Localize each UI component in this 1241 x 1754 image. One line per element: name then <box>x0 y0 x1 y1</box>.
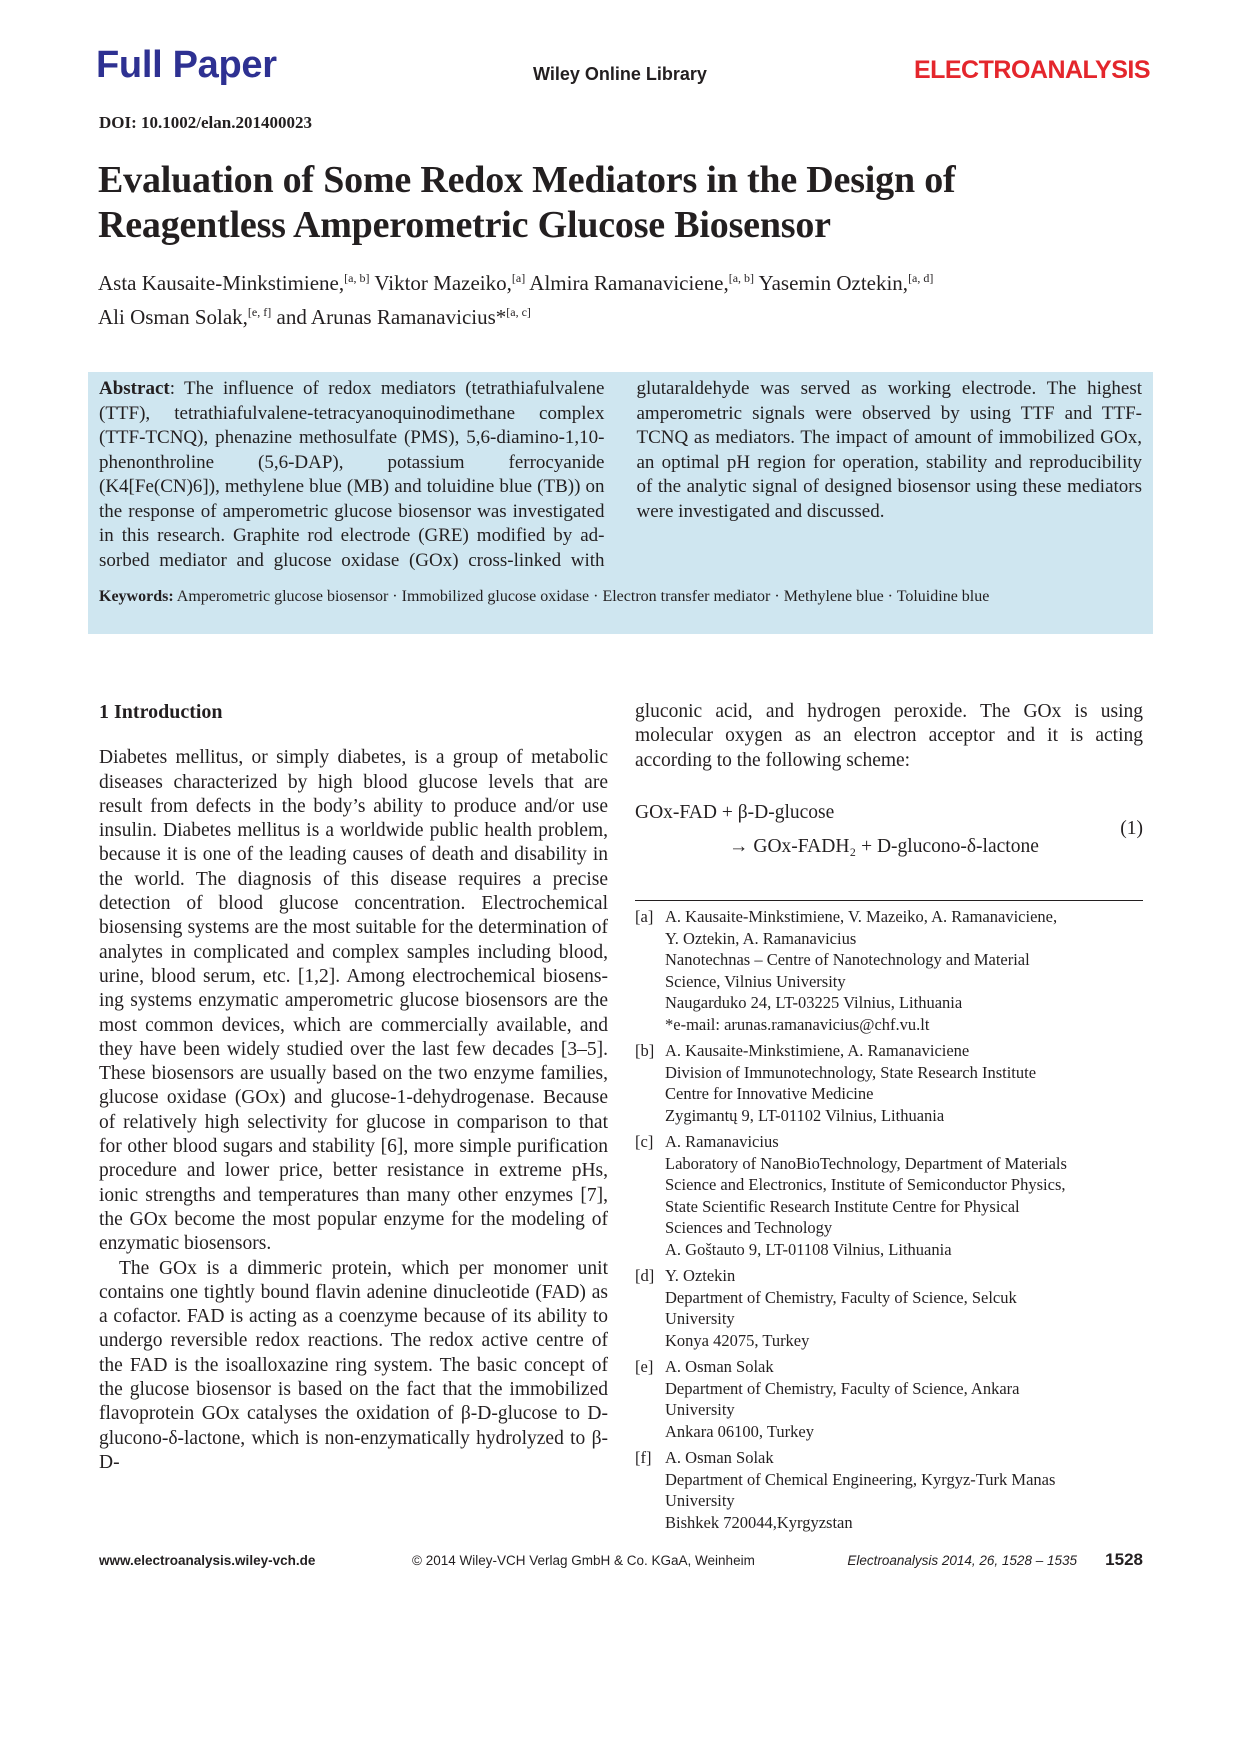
footnote-line: Sciences and Technology <box>665 1218 833 1237</box>
footnote-line: Division of Immunotechnology, State Research Institute <box>665 1062 1037 1082</box>
footnote-line: Nanotechnas – Centre of Nanotechnology and Material <box>665 950 1030 969</box>
footnote-item <box>635 1447 1143 1533</box>
footnote-line: Konya 42075, Turkey <box>665 1330 810 1350</box>
equation <box>635 796 1143 864</box>
footnote-line: A. Goštauto 9, LT-01108 Vilnius, Lithuania <box>665 1239 952 1259</box>
section-label: Full Paper <box>96 44 277 86</box>
footnote-line: A. Osman Solak <box>665 1357 774 1376</box>
footer-copyright: © 2014 Wiley-VCH Verlag GmbH & Co. KGaA, Weinheim <box>412 1553 755 1568</box>
author-name: Viktor Mazeiko, <box>374 271 512 295</box>
author-affiliation: [a, b] <box>728 271 755 285</box>
footnote-line: Department of Chemistry, Faculty of Science, Ankara <box>665 1378 1020 1398</box>
paragraph: gluconic acid, and hydrogen peroxide. The GOx is using molecular oxygen as an electron acceptor and it is acting according to the following scheme: <box>635 701 1143 771</box>
author-name: Almira Ramanaviciene, <box>529 271 729 295</box>
footnote-line: State Scientific Research Institute Centre for Physical <box>665 1196 1020 1216</box>
abstract-body: : The influence of redox mediators (tetrathiafulvalene (TTF), tetrathiafulvalene-tetracyanoquinodimethane complex (TTF-TCNQ), phenazine methosulfate (PMS), 5,6-diamino-1,10-phenonthroline (5,6-DAP), potassium ferrocyanide (K4[Fe(CN)6]), methylene blue (MB) and toluidine blue (TB)) on the response of amperometric glucose biosensor was investigated in this research. Graphite rod electrode (GRE) modified by adsorbed mediator and glucose oxidase (GOx) cross-linked with glutaraldehyde was served as working electrode. The highest amperometric signals were observed by using TTF and TTF-TCNQ as mediators. The impact of amount of immobilized GOx, an optimal pH region for operation, stability and reproducibility of the analytic signal of designed biosensor using these mediators were investigated and discussed. <box>99 378 1142 571</box>
keywords-text: Amperometric glucose biosensor · Immobilized glucose oxidase · Electron transfer mediator · Methylene blue · Toluidine blue <box>176 588 990 605</box>
footnote-line: Ankara 06100, Turkey <box>665 1421 814 1441</box>
footnote-line: Science, Vilnius University <box>665 971 846 991</box>
author-name: Yasemin Oztekin, <box>758 271 909 295</box>
footnote-line: A. Kausaite-Minkstimiene, V. Mazeiko, A. Ramanaviciene, <box>665 907 1058 926</box>
footnote-tag: [b] <box>635 1041 655 1060</box>
footnote-line: Bishkek 720044,Kyrgyzstan <box>665 1512 853 1532</box>
footnote-body <box>665 1447 1055 1533</box>
paragraph: Diabetes mellitus, or simply diabetes, is a group of metabolic diseases characterized by high blood glucose levels that are result from defects in the body’s ability to produce and/or use insulin. Diabetes mellitus is a worldwide public health problem, because it is one of the leading causes of death and disability in the world. The diagnosis of this disease requires a precise detection of blood glucose concentration. Electrochemical biosensing systems are the most suitable for the determination of analytes in complicated and complex samples including blood, urine, blood serum, etc. [1,2]. Among electrochemical biosensing systems enzymatic amperometric glucose biosensors are the most common devices, which are commercially available, and they have been widely studied over the last few decades [3–5]. These biosensors are usually based on the two enzyme families, glucose oxidase (GOx) and glucose-1-dehydrogenase. Because of relatively high selectivity for glucose in comparison to that for other blood sugars and stability [6], more simple purification procedure and lower price, better resistance in extreme pHs, ionic strengths and temperatures than many other enzymes [7], the GOx become the most popular enzyme for the modeling of enzymatic biosensors. <box>99 747 608 1255</box>
footnote-line: Zygimantų 9, LT-01102 Vilnius, Lithuania <box>665 1105 945 1125</box>
keywords <box>99 586 1142 607</box>
library-name[interactable]: Wiley Online Library <box>533 64 707 84</box>
journal-name: ELECTROANALYSIS <box>913 56 1150 84</box>
affiliation-footnotes <box>635 906 1143 1538</box>
footnote-item <box>635 1356 1143 1442</box>
footnote-line: University <box>665 1491 735 1510</box>
footnote-line: Science and Electronics, Institute of Semiconductor Physics, <box>665 1175 1066 1194</box>
footnote-item <box>635 1040 1143 1126</box>
author-name: and Arunas Ramanavicius* <box>276 305 507 329</box>
footnote-tag: [c] <box>635 1132 654 1151</box>
title-line: Reagentless Amperometric Glucose Biosensor <box>98 204 831 246</box>
footnote-body <box>665 1131 1067 1260</box>
footnote-line: Laboratory of NanoBioTechnology, Department of Materials <box>665 1153 1067 1173</box>
footer-url[interactable]: www.electroanalysis.wiley-vch.de <box>99 1553 316 1568</box>
page-number: 1528 <box>1105 1550 1143 1569</box>
page-footer <box>99 1551 1143 1575</box>
footnote-line: A. Osman Solak <box>665 1448 774 1467</box>
footnote-tag: [d] <box>635 1266 655 1285</box>
equation-line: GOx-FAD + β-D-glucose <box>635 802 835 823</box>
author-affiliation: [a, c] <box>506 305 531 319</box>
footnote-line: Department of Chemical Engineering, Kyrgyz-Turk Manas <box>665 1469 1056 1489</box>
footnote-line: Department of Chemistry, Faculty of Science, Selcuk <box>665 1287 1017 1307</box>
author-name: Asta Kausaite-Minkstimiene, <box>98 271 345 295</box>
abstract <box>99 377 1142 575</box>
author-affiliation: [a, b] <box>344 271 370 285</box>
footer-citation: Electroanalysis 2014, 26, 1528 – 1535 <box>847 1553 1077 1568</box>
equation-line: → GOx-FADH₂ + D-glucono-δ-lactone <box>729 836 1039 857</box>
doi: DOI: 10.1002/elan.201400023 <box>99 113 312 132</box>
author-affiliation: [a] <box>511 271 526 285</box>
title-line: Evaluation of Some Redox Mediators in the Design of <box>98 159 956 201</box>
footnote-line: Naugarduko 24, LT-03225 Vilnius, Lithuania <box>665 993 963 1012</box>
footnote-line: A. Kausaite-Minkstimiene, A. Ramanaviciene <box>665 1041 970 1060</box>
author-affiliation: [e, f] <box>247 305 272 319</box>
footnote-line: Y. Oztekin <box>665 1266 736 1285</box>
footnote-line: University <box>665 1309 735 1328</box>
footnote-item <box>635 1265 1143 1351</box>
footnote-body <box>665 1356 1020 1442</box>
author-affiliation: [a, d] <box>908 271 934 285</box>
footnote-item <box>635 1131 1143 1260</box>
footnote-item <box>635 906 1143 1035</box>
paper-title <box>98 158 1148 248</box>
author-list <box>98 264 1148 332</box>
footnote-body <box>665 906 1057 1035</box>
body-left-column <box>99 700 608 1475</box>
abstract-label: Abstract <box>99 378 170 399</box>
footnote-line: A. Ramanavicius <box>665 1132 779 1151</box>
footnote-divider <box>635 900 1143 901</box>
footnote-line: University <box>665 1400 735 1419</box>
footnote-body <box>665 1040 1036 1126</box>
equation-number: (1) <box>1120 818 1143 839</box>
author-name: Ali Osman Solak, <box>98 305 248 329</box>
footnote-line: *e-mail: arunas.ramanavicius@chf.vu.lt <box>665 1014 930 1034</box>
footnote-tag: [f] <box>635 1448 652 1467</box>
footnote-line: Y. Oztekin, A. Ramanavicius <box>665 928 857 948</box>
paragraph: The GOx is a dimmeric protein, which per monomer unit contains one tightly bound flavin adenine dinucleotide (FAD) as a cofactor. FAD is acting as a coenzyme because of its ability to undergo reversible redox reactions. The redox active centre of the FAD is the isoalloxazine ring system. The basic concept of the glucose biosensor is based on the fact that the immobilized flavoprotein GOx catalyses the oxidation of β-D-glucose to D-glucono-δ-lactone, which is non-enzymatically hydrolyzed to β-D- <box>99 1257 608 1473</box>
footnote-line: Centre for Innovative Medicine <box>665 1084 874 1103</box>
keywords-label: Keywords: <box>99 588 174 605</box>
section-heading: 1 Introduction <box>99 701 223 723</box>
footnote-tag: [a] <box>635 907 654 926</box>
footnote-body <box>665 1265 1017 1351</box>
body-right-column <box>635 700 1143 773</box>
footnote-tag: [e] <box>635 1357 654 1376</box>
